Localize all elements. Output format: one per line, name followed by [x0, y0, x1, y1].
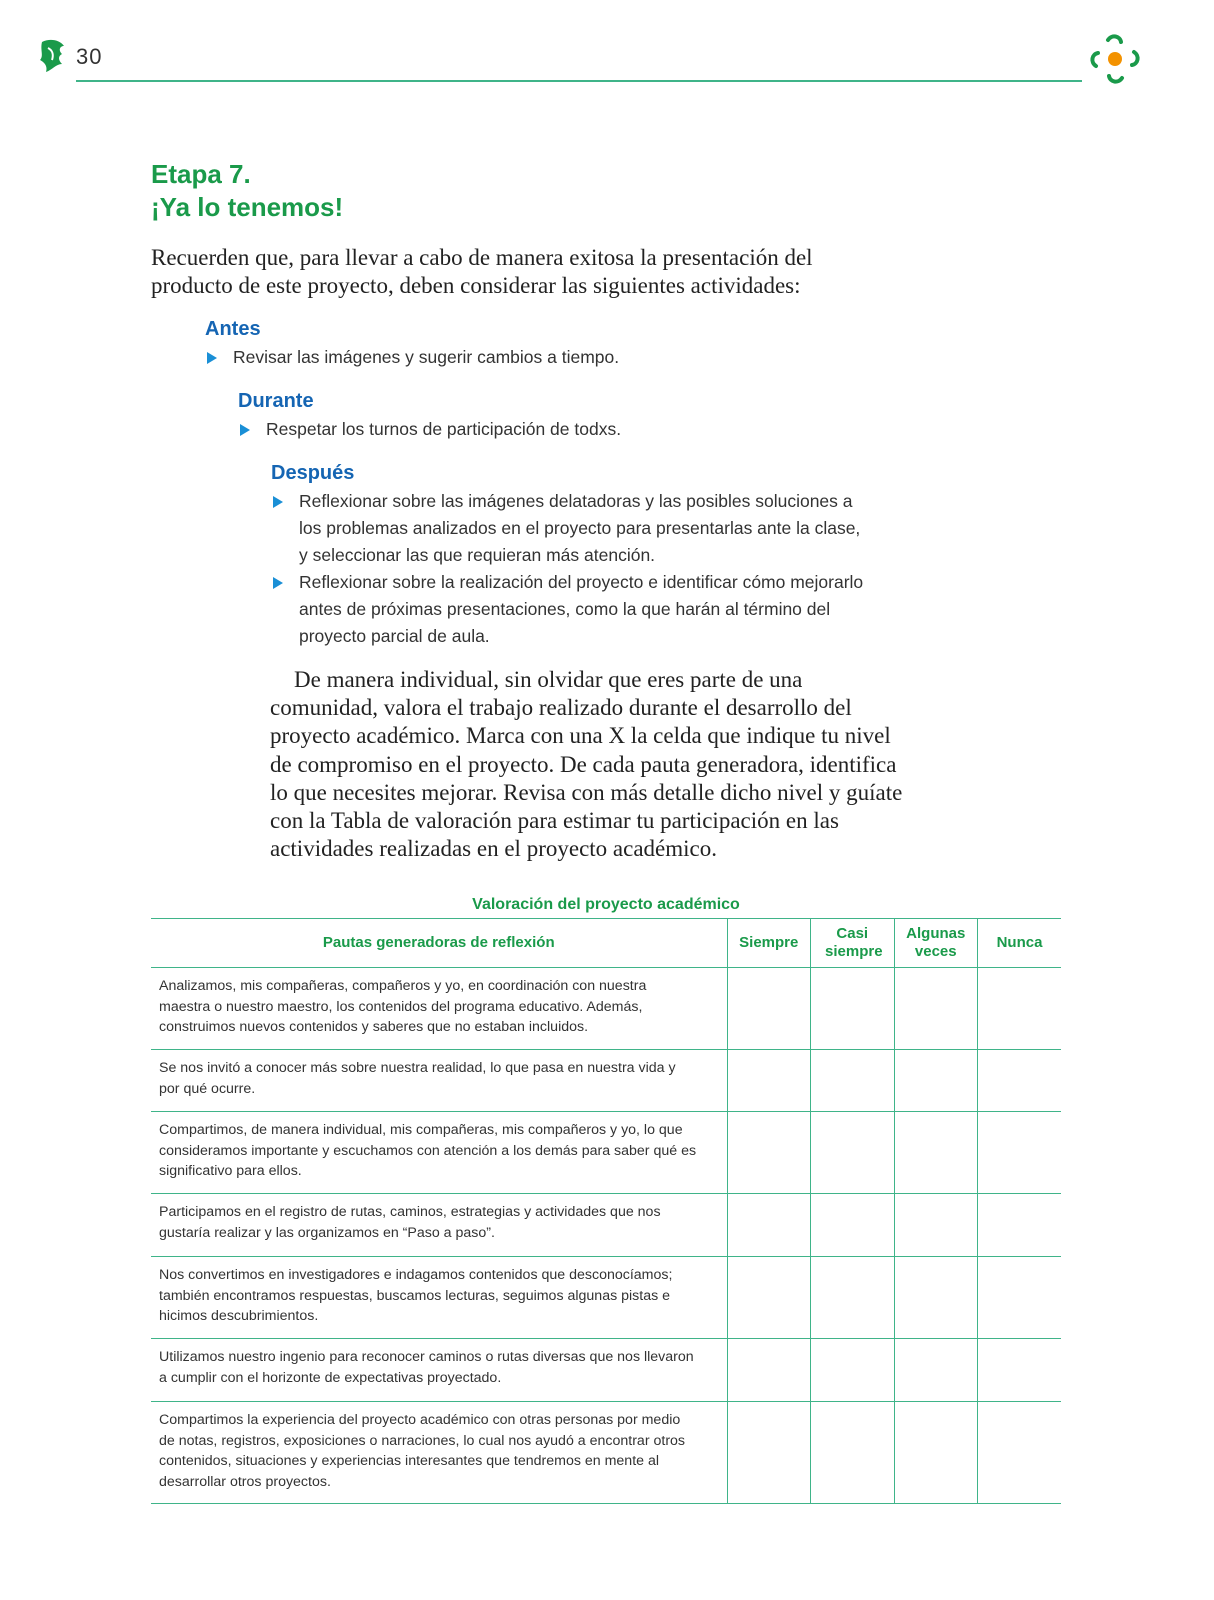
- table-row: [151, 1194, 1061, 1257]
- mark-cell-casi-siempre[interactable]: [811, 1257, 895, 1339]
- mark-cell-casi-siempre[interactable]: [811, 1112, 895, 1194]
- mark-cell-casi-siempre[interactable]: [811, 1194, 895, 1257]
- table-caption: Valoración del proyecto académico: [472, 896, 740, 913]
- pauta-text: Compartimos la experiencia del proyecto académico con otras personas por medio de notas, registros, exposiciones o narraciones, lo cual nos ayudó a encontrar otros contenidos, situaciones y experiencias interesantes que tendremos en mente al desarrollar otros proyectos.: [151, 1402, 727, 1504]
- mark-cell-nunca[interactable]: [978, 1257, 1062, 1339]
- table-header-row: [151, 919, 1061, 968]
- header-pautas: Pautas generadoras de reflexión: [151, 919, 727, 968]
- table-row: [151, 968, 1061, 1050]
- table-row: [151, 1257, 1061, 1339]
- header-casi-siempre: Casi siempre: [811, 919, 895, 968]
- pauta-text: Analizamos, mis compañeras, compañeros y yo, en coordinación con nuestra maestra o nuestro maestro, los contenidos del programa educativo. Además, construimos nuevos contenidos y saberes que no estaban incluidos.: [151, 968, 727, 1050]
- mark-cell-algunas-veces[interactable]: [894, 1339, 978, 1402]
- mark-cell-nunca[interactable]: [978, 1112, 1062, 1194]
- mark-cell-algunas-veces[interactable]: [894, 968, 978, 1050]
- header-algunas-veces: Algunas veces: [894, 919, 978, 968]
- list-item-text: Reflexionar sobre la realización del proyecto e identificar cómo mejorarlo antes de próximas presentaciones, como la que harán al término del proyecto parcial de aula.: [299, 572, 864, 646]
- mark-cell-casi-siempre[interactable]: [811, 1402, 895, 1504]
- phase-title: Durante: [238, 390, 314, 412]
- mark-cell-casi-siempre[interactable]: [811, 1339, 895, 1402]
- mark-cell-siempre[interactable]: [727, 1402, 811, 1504]
- mark-cell-siempre[interactable]: [727, 1257, 811, 1339]
- valuation-table: [151, 918, 1061, 1504]
- mark-cell-nunca[interactable]: [978, 968, 1062, 1050]
- bullet-arrow-icon: [273, 577, 283, 589]
- pauta-text: Nos convertimos en investigadores e indagamos contenidos que desconocíamos; también encontramos respuestas, buscamos lecturas, seguimos algunas pistas e hicimos descubrimientos.: [151, 1257, 727, 1339]
- green-leaf-logo-icon: [36, 38, 68, 74]
- bullet-arrow-icon: [207, 352, 217, 364]
- list-item: [271, 569, 871, 650]
- phase-list: [271, 488, 871, 650]
- mark-cell-siempre[interactable]: [727, 1194, 811, 1257]
- phase-list: [205, 344, 905, 371]
- table-row: [151, 1112, 1061, 1194]
- phase-list: [238, 416, 938, 443]
- list-item-text: Revisar las imágenes y sugerir cambios a tiempo.: [233, 347, 620, 367]
- colored-dots-logo-icon: [1088, 32, 1142, 86]
- list-item-text: Respetar los turnos de participación de todxs.: [266, 419, 622, 439]
- mark-cell-nunca[interactable]: [978, 1050, 1062, 1112]
- mark-cell-algunas-veces[interactable]: [894, 1257, 978, 1339]
- pauta-text: Se nos invitó a conocer más sobre nuestra realidad, lo que pasa en nuestra vida y por qué ocurre.: [151, 1050, 727, 1112]
- phase-title: Después: [271, 462, 355, 484]
- list-item-text: Reflexionar sobre las imágenes delatadoras y las posibles soluciones a los problemas analizados en el proyecto para presentarlas ante la clase, y seleccionar las que requieran más atención.: [299, 491, 861, 565]
- phase-antes: [205, 316, 905, 371]
- mark-cell-algunas-veces[interactable]: [894, 1050, 978, 1112]
- phase-durante: [238, 388, 938, 443]
- header-nunca: Nunca: [978, 919, 1062, 968]
- mark-cell-nunca[interactable]: [978, 1339, 1062, 1402]
- page-number: 30: [76, 44, 103, 69]
- pauta-text: Compartimos, de manera individual, mis compañeras, mis compañeros y yo, lo que consideramos importante y escuchamos con atención a los demás para saber qué es significativo para ellos.: [151, 1112, 727, 1194]
- list-item: [205, 344, 905, 371]
- mark-cell-casi-siempre[interactable]: [811, 968, 895, 1050]
- mark-cell-siempre[interactable]: [727, 968, 811, 1050]
- phase-despues: [271, 460, 871, 650]
- intro-paragraph: Recuerden que, para llevar a cabo de manera exitosa la presentación del producto de este proyecto, deben considerar las siguientes actividades:: [151, 245, 813, 298]
- list-item: [238, 416, 938, 443]
- pauta-text: Utilizamos nuestro ingenio para reconocer caminos o rutas diversas que nos llevaron a cumplir con el horizonte de expectativas proyectado.: [151, 1339, 727, 1402]
- pauta-text: Participamos en el registro de rutas, caminos, estrategias y actividades que nos gustaría realizar y las organizamos en “Paso a paso”.: [151, 1194, 727, 1257]
- list-item: [271, 488, 871, 569]
- mark-cell-algunas-veces[interactable]: [894, 1194, 978, 1257]
- stage-subtitle: ¡Ya lo tenemos!: [151, 192, 344, 222]
- mark-cell-algunas-veces[interactable]: [894, 1402, 978, 1504]
- mark-cell-siempre[interactable]: [727, 1339, 811, 1402]
- table-row: [151, 1050, 1061, 1112]
- mark-cell-siempre[interactable]: [727, 1050, 811, 1112]
- bullet-arrow-icon: [240, 424, 250, 436]
- mark-cell-nunca[interactable]: [978, 1402, 1062, 1504]
- phase-title: Antes: [205, 318, 261, 340]
- mark-cell-siempre[interactable]: [727, 1112, 811, 1194]
- header-rule: [76, 80, 1082, 82]
- bullet-arrow-icon: [273, 496, 283, 508]
- individual-instructions: De manera individual, sin olvidar que eres parte de una comunidad, valora el trabajo realizado durante el desarrollo del proyecto académico. Marca con una X la celda que indique tu nivel de compromiso en el proyecto. De cada pauta generadora, identifica lo que necesites mejorar. Revisa con más detalle dicho nivel y guíate con la Tabla de valoración para estimar tu participación en las actividades realizadas en el proyecto académico.: [270, 667, 903, 862]
- mark-cell-algunas-veces[interactable]: [894, 1112, 978, 1194]
- mark-cell-nunca[interactable]: [978, 1194, 1062, 1257]
- mark-cell-casi-siempre[interactable]: [811, 1050, 895, 1112]
- header-siempre: Siempre: [727, 919, 811, 968]
- stage-title: Etapa 7.: [151, 159, 251, 189]
- table-row: [151, 1339, 1061, 1402]
- table-row: [151, 1402, 1061, 1504]
